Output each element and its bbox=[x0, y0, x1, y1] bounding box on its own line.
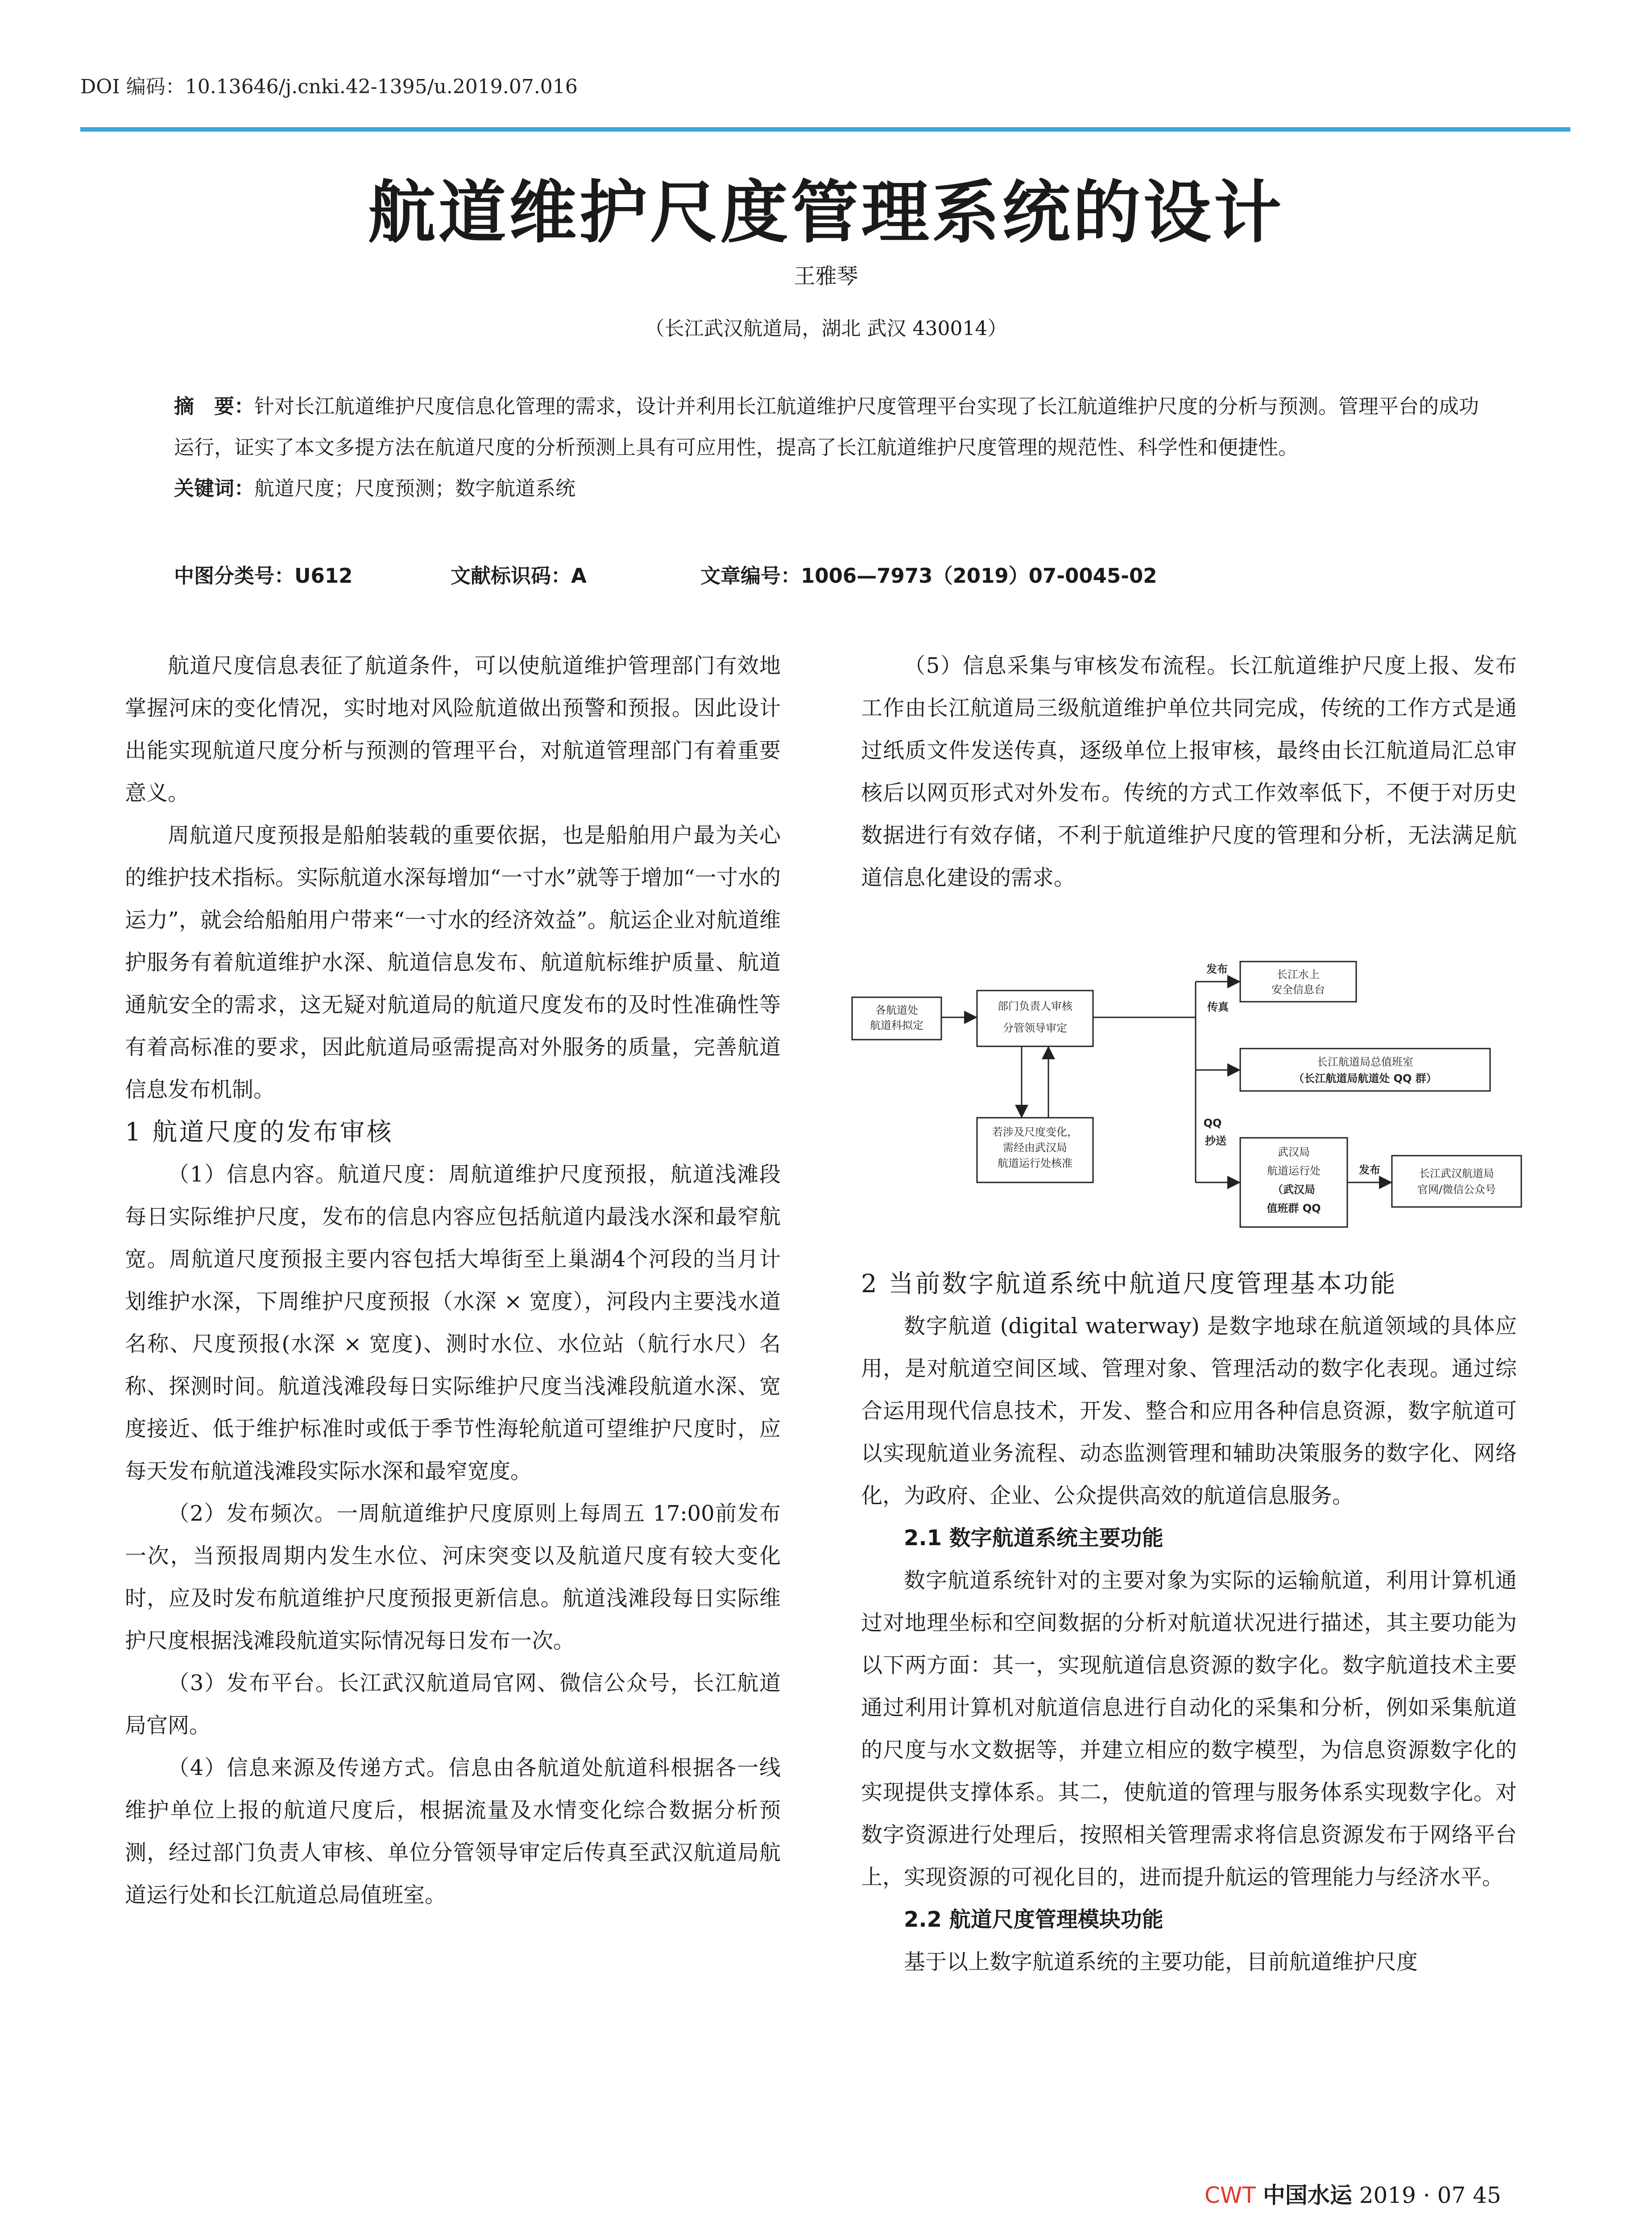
body-paragraph: （3）发布平台。长江武汉航道局官网、微信公众号，长江航道局官网。 bbox=[125, 1671, 781, 1738]
right-column-top bbox=[861, 645, 1517, 899]
abstract-label: 摘 要： bbox=[174, 394, 255, 418]
box-review-line2: 分管领导审定 bbox=[1003, 1022, 1067, 1034]
label-qq: QQ bbox=[1203, 1117, 1222, 1129]
abstract-text: 针对长江航道维护尺度信息化管理的需求，设计并利用长江航道维护尺度管理平台实现了长江航道维护尺度的分析与预测。管理平台的成功运行，证实了本文多提方法在航道尺度的分析预测上具有可应用性，提高了长江航道维护尺度管理的规范性、科学性和便捷性。 bbox=[174, 394, 1479, 459]
box-wuhan-line1: 武汉局 bbox=[1278, 1146, 1310, 1158]
page-footer bbox=[1205, 2177, 1501, 2210]
box-safety-line1: 长江水上 bbox=[1277, 968, 1320, 981]
article-number: 文章编号：1006—7973（2019）07-0045-02 bbox=[700, 564, 1157, 588]
section-heading-2: 2 当前数字航道系统中航道尺度管理基本功能 bbox=[861, 1269, 1397, 1298]
box-review bbox=[977, 991, 1093, 1046]
journal-name: 中国水运 bbox=[1263, 2182, 1352, 2208]
box-wuhan-web bbox=[1392, 1156, 1521, 1207]
box-approval-line3: 航道运行处核准 bbox=[998, 1157, 1072, 1169]
box-review-line1: 部门负责人审核 bbox=[998, 1000, 1072, 1012]
paper-title: 航道维护尺度管理系统的设计 bbox=[368, 172, 1284, 252]
body-paragraph: （4）信息来源及传递方式。信息由各航道处航道科根据各一线维护单位上报的航道尺度后，根据流量及水情变化综合数据分析预测，经过部门负责人审核、单位分管领导审定后传真至武汉航道局航道运行处和长江航道总局值班室。 bbox=[125, 1755, 781, 1908]
box-wuhan-line4: 值班群 QQ bbox=[1267, 1202, 1321, 1215]
keywords-line bbox=[174, 468, 1495, 509]
body-paragraph: （2）发布频次。一周航道维护尺度原则上每周五 17:00前发布一次，当预报周期内发生水位、河床突变以及航道尺度有较大变化时，应及时发布航道维护尺度预报更新信息。航道浅滩段每日实际维护尺度根据浅滩段航道实际情况每日发布一次。 bbox=[125, 1501, 781, 1653]
body-paragraph: 数字航道系统针对的主要对象为实际的运输航道，利用计算机通过对地理坐标和空间数据的分析对航道状况进行描述，其主要功能为以下两方面：其一，实现航道信息资源的数字化。数字航道技术主要通过利用计算机对航道信息进行自动化的采集和分析，例如采集航道的尺度与水文数据等，并建立相应的数字模型，为信息资源数字化的实现提供支撑体系。其二，使航道的管理与服务体系实现数字化。对数字资源进行处理后，按照相关管理需求将信息资源发布于网络平台上，实现资源的可视化目的，进而提升航运的管理能力与经济水平。 bbox=[861, 1568, 1517, 1890]
section-heading-1: 1 航道尺度的发布审核 bbox=[125, 1118, 393, 1147]
label-fax: 传真 bbox=[1207, 1001, 1229, 1013]
abstract bbox=[174, 386, 1495, 509]
journal-logo-cwt: CWT bbox=[1205, 2182, 1256, 2208]
clc-number: 中图分类号：U612 bbox=[174, 564, 353, 588]
left-column bbox=[125, 645, 781, 1916]
header-rule bbox=[80, 127, 1570, 132]
box-origin-line1: 各航道处 bbox=[875, 1004, 918, 1016]
doc-code: 文献标识码：A bbox=[451, 564, 587, 588]
box-wuhan-line3: （武汉局 bbox=[1272, 1183, 1315, 1196]
body-paragraph: （5）信息采集与审核发布流程。长江航道维护尺度上报、发布工作由长江航道局三级航道维护单位共同完成，传统的工作方式是通过纸质文件发送传真，逐级单位上报审核，最终由长江航道局汇总审核后以网页形式对外发布。传统的方式工作效率低下，不便于对历史数据进行有效存储，不利于航道维护尺度的管理和分析，无法满足航道信息化建设的需求。 bbox=[861, 653, 1517, 890]
affiliation: （长江武汉航道局，湖北 武汉 430014） bbox=[645, 317, 1007, 340]
doi-line: DOI 编码：10.13646/j.cnki.42-1395/u.2019.07.016 bbox=[80, 75, 578, 98]
box-wuhan-line2: 航道运行处 bbox=[1267, 1165, 1321, 1177]
keywords-text: 航道尺度；尺度预测；数字航道系统 bbox=[254, 477, 576, 500]
author: 王雅琴 bbox=[794, 264, 858, 289]
body-paragraph: （1）信息内容。航道尺度：周航道维护尺度预报，航道浅滩段每日实际维护尺度，发布的信息内容应包括航道内最浅水深和最窄航宽。周航道尺度预报主要内容包括大埠街至上巢湖4个河段的当月计划维护水深，下周维护尺度预报（水深 × 宽度），河段内主要浅水道名称、尺度预报(水深 × 宽度)、测时水位、水位站（航行水尺）名称、探测时间。航道浅滩段每日实际维护尺度当浅滩段航道水深、宽度接近、低于维护标准时或低于季节性海轮航道可望维护尺度时，应每天发布航道浅滩段实际水深和最窄宽度。 bbox=[125, 1162, 781, 1484]
subsection-heading-2-1: 2.1 数字航道系统主要功能 bbox=[904, 1526, 1163, 1551]
body-paragraph: 航道尺度信息表征了航道条件，可以使航道维护管理部门有效地掌握河床的变化情况，实时地对风险航道做出预警和预报。因此设计出能实现航道尺度分析与预测的管理平台，对航道管理部门有着重要意义。 bbox=[125, 653, 781, 805]
label-publish: 发布 bbox=[1206, 963, 1228, 975]
body-paragraph: 数字航道 (digital waterway) 是数字地球在航道领域的具体应用，是对航道空间区域、管理对象、管理活动的数字化表现。通过综合运用现代信息技术，开发、整合和应用各种信息资源，数字航道可以实现航道业务流程、动态监测管理和辅助决策服务的数字化、网络化，为政府、企业、公众提供高效的航道信息服务。 bbox=[861, 1314, 1517, 1508]
label-publish-2: 发布 bbox=[1359, 1164, 1380, 1176]
abstract-paragraph bbox=[174, 386, 1495, 468]
box-web-line1: 长江武汉航道局 bbox=[1419, 1167, 1494, 1180]
label-cc: 抄送 bbox=[1205, 1135, 1226, 1147]
right-column-bottom bbox=[861, 1263, 1517, 1983]
box-duty-line2: （长江航道局航道处 QQ 群） bbox=[1293, 1072, 1437, 1085]
page-number: 45 bbox=[1473, 2182, 1501, 2208]
box-safety-line2: 安全信息台 bbox=[1271, 983, 1325, 996]
keywords-label: 关键词： bbox=[174, 477, 255, 500]
box-approval-line1: 若涉及尺度变化， bbox=[992, 1126, 1078, 1138]
classification-line bbox=[174, 556, 1495, 597]
body-paragraph: 周航道尺度预报是船舶装载的重要依据，也是船舶用户最为关心的维护技术指标。实际航道水深每增加“一寸水”就等于增加“一寸水的运力”，就会给船舶用户带来“一寸水的经济效益”。航运企业对航道维护服务有着航道维护水深、航道信息发布、航道航标维护质量、航道通航安全的需求，这无疑对航道局的航道尺度发布的及时性准确性等有着高标准的要求，因此航道局亟需提高对外服务的质量，完善航道信息发布机制。 bbox=[125, 823, 781, 1102]
box-origin-line2: 航道科拟定 bbox=[870, 1019, 923, 1032]
body-paragraph: 基于以上数字航道系统的主要功能，目前航道维护尺度 bbox=[904, 1949, 1418, 1974]
issue-number: 2019 · 07 bbox=[1359, 2182, 1466, 2208]
box-approval-line2: 需经由武汉局 bbox=[1003, 1141, 1067, 1154]
subsection-heading-2-2: 2.2 航道尺度管理模块功能 bbox=[904, 1907, 1163, 1932]
box-duty-line1: 长江航道局总值班室 bbox=[1317, 1056, 1413, 1068]
box-web-line2: 官网/微信公众号 bbox=[1417, 1183, 1496, 1196]
publication-flowchart bbox=[848, 959, 1526, 1240]
